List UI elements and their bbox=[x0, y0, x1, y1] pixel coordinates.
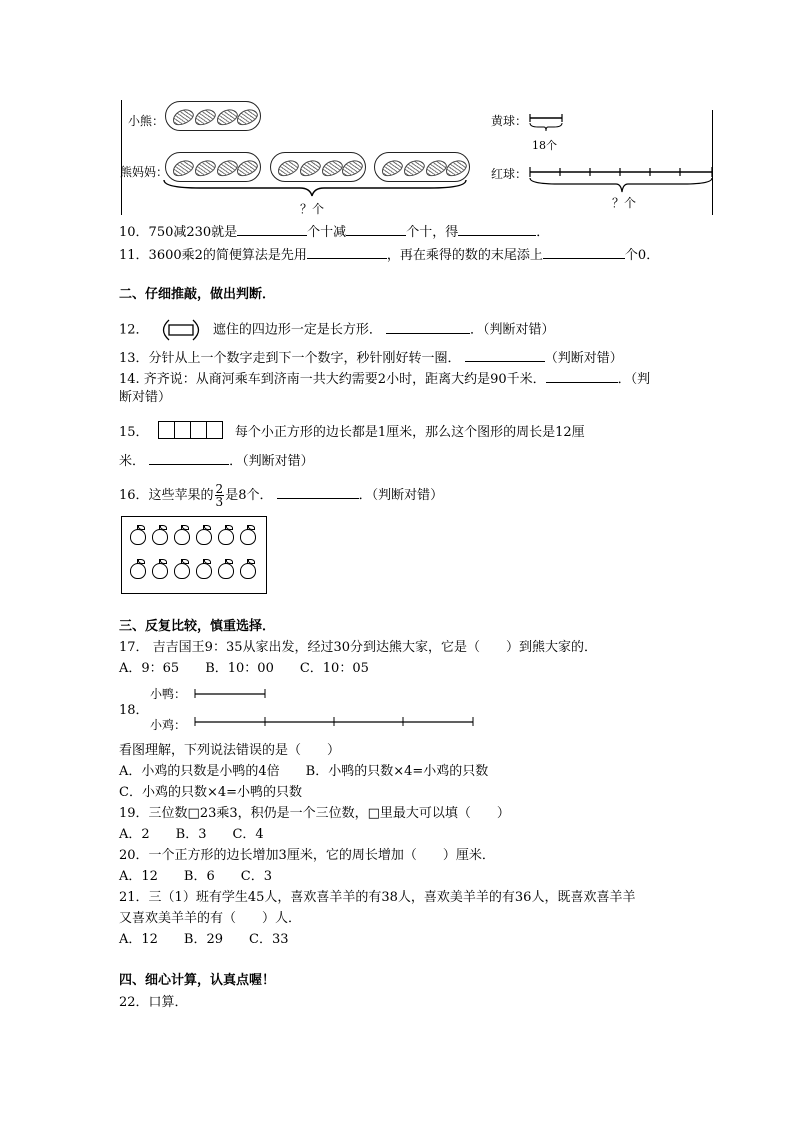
question-20: 20．一个正方形的边长增加3厘米，它的周长增加（ ）厘米． bbox=[119, 848, 495, 863]
question-17-options: A．9：65 B．10：00 C．10：05 bbox=[119, 661, 369, 676]
section-2-title: 二、仔细推敲，做出判断． bbox=[119, 287, 276, 302]
apple-icon bbox=[218, 563, 234, 579]
question-18-number: 18． bbox=[119, 703, 149, 718]
fraction-two-thirds: $\frac{2}{3}$ bbox=[215, 482, 224, 509]
hongqiu-label: 红球： bbox=[491, 167, 528, 181]
huangqiu-label: 黄球： bbox=[491, 114, 528, 128]
question-18-option-c: C．小鸡的只数×4=小鸭的只数 bbox=[119, 785, 303, 800]
chick-label: 小鸡： bbox=[150, 718, 187, 732]
question-18-stem: 看图理解，下列说法错误的是（ ） bbox=[119, 743, 341, 758]
question-20-options: A．12 B．6 C．3 bbox=[119, 869, 272, 884]
apple-icon bbox=[130, 529, 146, 545]
question-14-cont: 断对错） bbox=[119, 390, 172, 405]
duck-bar bbox=[193, 688, 269, 700]
question-16: 16．这些苹果的 $\frac{2}{3}$ 是8个． ．（判断对错） bbox=[119, 482, 444, 509]
apple-icon bbox=[152, 563, 168, 579]
question-21: 21．三（1）班有学生45人，喜欢喜羊羊的有38人，喜欢美羊羊的有36人，既喜欢喜羊羊 bbox=[119, 890, 636, 905]
question-10: 10．750减230就是 个十减 个十，得 ． bbox=[119, 225, 550, 240]
hongqiu-bar bbox=[528, 164, 714, 196]
question-15: 15． 每个小正方形的边长都是1厘米，那么这个图形的周长是12厘 bbox=[119, 421, 585, 444]
xiaoxiong-corn-group bbox=[165, 101, 261, 131]
left-brace-icon bbox=[160, 178, 475, 200]
question-21-options: A．12 B．29 C．33 bbox=[119, 932, 289, 947]
question-14: 14. 齐齐说：从商河乘车到济南一共大约需要2小时，距离大约是90千米． ．（判 bbox=[119, 372, 651, 387]
section-3-title: 三、反复比较，慎重选择． bbox=[119, 619, 276, 634]
duck-label: 小鸭： bbox=[150, 687, 187, 701]
question-11: 11．3600乘2的简便算法是先用 ，再在乘得的数的末尾添上 个0． bbox=[119, 248, 660, 263]
apples-box bbox=[121, 516, 267, 594]
apple-icon bbox=[240, 529, 256, 545]
xiaoxiong-label: 小熊： bbox=[128, 114, 165, 128]
question-22: 22．口算． bbox=[119, 995, 188, 1010]
q10-blank-1[interactable] bbox=[237, 223, 307, 236]
question-19: 19．三位数□23乘3，积仍是一个三位数，□里最大可以填（ ） bbox=[119, 806, 510, 821]
q15-blank[interactable] bbox=[149, 452, 229, 465]
section-4-title: 四、细心计算，认真点喔！ bbox=[119, 973, 276, 988]
question-19-options: A．2 B．3 C．4 bbox=[119, 827, 264, 842]
chick-bar bbox=[193, 716, 475, 728]
q11-blank-1[interactable] bbox=[307, 246, 387, 259]
question-21-cont: 又喜欢美羊羊的有（ ）人． bbox=[119, 911, 302, 926]
question-12: 12． 遮住的四边形一定是长方形． ．（判断对错） bbox=[119, 318, 555, 342]
q11-blank-2[interactable] bbox=[543, 246, 625, 259]
question-15-cont: 米． ．（判断对错） bbox=[119, 454, 314, 469]
question-18-options-ab: A．小鸡的只数是小鸭的4倍 B．小鸭的只数×4=小鸡的只数 bbox=[119, 764, 489, 779]
q12-blank[interactable] bbox=[386, 321, 470, 334]
q10-blank-3[interactable] bbox=[458, 223, 536, 236]
apple-icon bbox=[152, 529, 168, 545]
figure-right-border bbox=[712, 110, 713, 215]
left-question-label: ？个 bbox=[300, 202, 325, 216]
right-question-label: ？个 bbox=[612, 196, 637, 210]
q14-blank[interactable] bbox=[546, 370, 618, 383]
apple-icon bbox=[196, 529, 212, 545]
q13-blank[interactable] bbox=[465, 349, 545, 362]
apple-icon bbox=[174, 563, 190, 579]
huangqiu-bar bbox=[528, 114, 566, 136]
apple-icon bbox=[174, 529, 190, 545]
apple-icon bbox=[196, 563, 212, 579]
huangqiu-count: 18个 bbox=[532, 139, 557, 152]
q16-blank[interactable] bbox=[277, 486, 359, 499]
q10-blank-2[interactable] bbox=[346, 223, 406, 236]
apple-icon bbox=[130, 563, 146, 579]
apple-icon bbox=[218, 529, 234, 545]
covered-quadrilateral-icon bbox=[157, 318, 205, 342]
xiongmama-label: 熊妈妈： bbox=[120, 165, 169, 179]
question-13: 13．分针从上一个数字走到下一个数字，秒针刚好转一圈． （判断对错） bbox=[119, 351, 623, 366]
figure-left-border bbox=[121, 100, 122, 215]
four-squares-icon bbox=[159, 421, 223, 444]
apple-icon bbox=[240, 563, 256, 579]
question-17: 17． 吉吉国王9：35从家出发，经过30分到达熊大家，它是（ ）到熊大家的． bbox=[119, 640, 598, 655]
